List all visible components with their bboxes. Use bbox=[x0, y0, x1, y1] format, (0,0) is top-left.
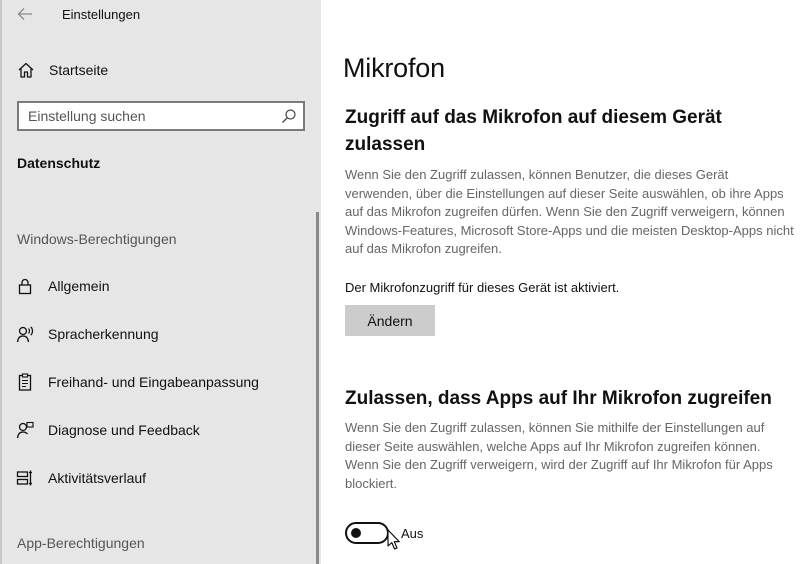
sidebar-item-label: Allgemein bbox=[48, 278, 110, 294]
title-bar bbox=[0, 0, 321, 30]
device-access-status: Der Mikrofonzugriff für dieses Gerät ist aktiviert. bbox=[345, 280, 620, 295]
back-arrow-icon bbox=[17, 7, 33, 21]
main-content bbox=[321, 0, 811, 564]
nav-home-label: Startseite bbox=[49, 62, 109, 78]
section-title: Datenschutz bbox=[17, 155, 101, 171]
toggle-knob bbox=[351, 528, 361, 538]
sidebar-item-freihand[interactable] bbox=[0, 362, 316, 402]
search-box[interactable] bbox=[17, 101, 305, 131]
sidebar-item-label: Aktivitätsverlauf bbox=[48, 470, 147, 486]
section-description-device-access: Wenn Sie den Zugriff zulassen, können Benutzer, die dieses Gerät verwenden, über die Einstellungen auf dieser Seite auswählen, ob ihre Apps auf das Mikrofon zugreifen dürfen. Wenn Sie den Zugriff verweigern, können Windows-Features, Microsoft Store-Apps und die meisten Desktop-Apps nicht auf das Mikrofon zugreifen. bbox=[345, 167, 794, 257]
feedback-icon bbox=[16, 421, 34, 439]
sidebar-item-spracherkennung[interactable] bbox=[0, 314, 316, 354]
section-description-app-access: Wenn Sie den Zugriff zulassen, können Sie mithilfe der Einstellungen auf dieser Seite auswählen, welche Apps auf Ihr Mikrofon zugreifen können. Wenn Sie den Zugriff verweigern, wird der Zugriff auf Ihr Mikrofon für Apps blockiert. bbox=[345, 420, 773, 491]
section-heading-device-access: Zugriff auf das Mikrofon auf diesem Gerät zulassen bbox=[345, 107, 722, 155]
search-icon[interactable] bbox=[281, 108, 297, 124]
speech-icon bbox=[16, 325, 34, 343]
back-button[interactable] bbox=[12, 2, 38, 26]
change-button[interactable]: Ändern bbox=[345, 305, 435, 336]
sidebar-item-label: Spracherkennung bbox=[48, 326, 159, 342]
sidebar-item-allgemein[interactable] bbox=[0, 266, 316, 306]
nav-home[interactable] bbox=[0, 52, 321, 88]
clipboard-icon bbox=[16, 373, 34, 391]
sidebar-item-label: Diagnose und Feedback bbox=[48, 422, 200, 438]
sidebar bbox=[0, 0, 321, 564]
sidebar-scrollbar[interactable] bbox=[316, 212, 319, 564]
section-heading-app-access: Zulassen, dass Apps auf Ihr Mikrofon zugreifen bbox=[345, 388, 772, 409]
sidebar-item-diagnose[interactable] bbox=[0, 410, 316, 450]
app-access-toggle[interactable] bbox=[345, 522, 389, 544]
search-input[interactable] bbox=[28, 107, 278, 125]
lock-icon bbox=[16, 277, 34, 295]
sidebar-item-aktivitaetsverlauf[interactable] bbox=[0, 458, 316, 498]
app-title: Einstellungen bbox=[62, 7, 141, 22]
page-title: Mikrofon bbox=[343, 53, 445, 83]
group-heading-windows: Windows-Berechtigungen bbox=[17, 231, 177, 247]
toggle-state-label: Aus bbox=[401, 526, 424, 541]
activity-icon bbox=[16, 469, 34, 487]
home-icon bbox=[17, 61, 35, 79]
sidebar-item-label: Freihand- und Eingabeanpassung bbox=[48, 374, 259, 390]
group-heading-apps: App-Berechtigungen bbox=[17, 535, 145, 551]
